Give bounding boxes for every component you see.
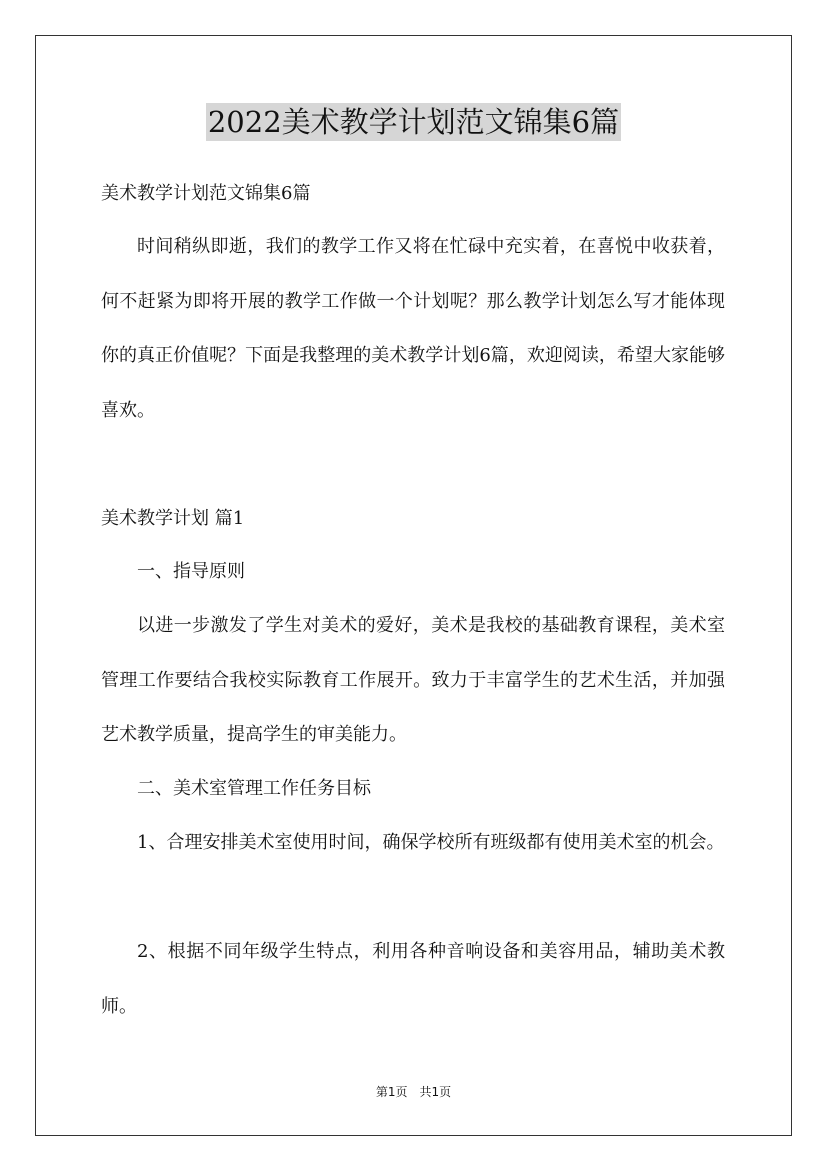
heading-management-goals: 二、美术室管理工作任务目标 — [137, 778, 371, 799]
paragraph-goal-1: 1、合理安排美术室使用时间，确保学校所有班级都有使用美术室的机会。 — [137, 832, 725, 853]
document-title: 2022美术教学计划范文锦集6篇 — [207, 105, 620, 139]
section-heading: 美术教学计划 篇1 — [101, 508, 245, 529]
heading-guiding-principles: 一、指导原则 — [137, 561, 245, 582]
page-number-footer: 第1页 共1页 — [375, 1085, 452, 1099]
intro-paragraph: 时间稍纵即逝，我们的教学工作又将在忙碌中充实着，在喜悦中收获着，何不赶紧为即将开展的教学工作做一个计划呢？那么教学计划怎么写才能体现你的真正价值呢？下面是我整理的美术教学计划6篇，欢迎阅读，希望大家能够喜欢。 — [101, 236, 725, 421]
document-subtitle: 美术教学计划范文锦集6篇 — [101, 183, 311, 204]
paragraph-guiding-principles: 以进一步激发了学生对美术的爱好，美术是我校的基础教育课程，美术室管理工作要结合我校实际教育工作展开。致力于丰富学生的艺术生活，并加强艺术教学质量，提高学生的审美能力。 — [101, 615, 725, 745]
document-title-container — [0, 102, 827, 141]
paragraph-goal-2: 2、根据不同年级学生特点，利用各种音响设备和美容用品，辅助美术教师。 — [101, 941, 725, 1017]
